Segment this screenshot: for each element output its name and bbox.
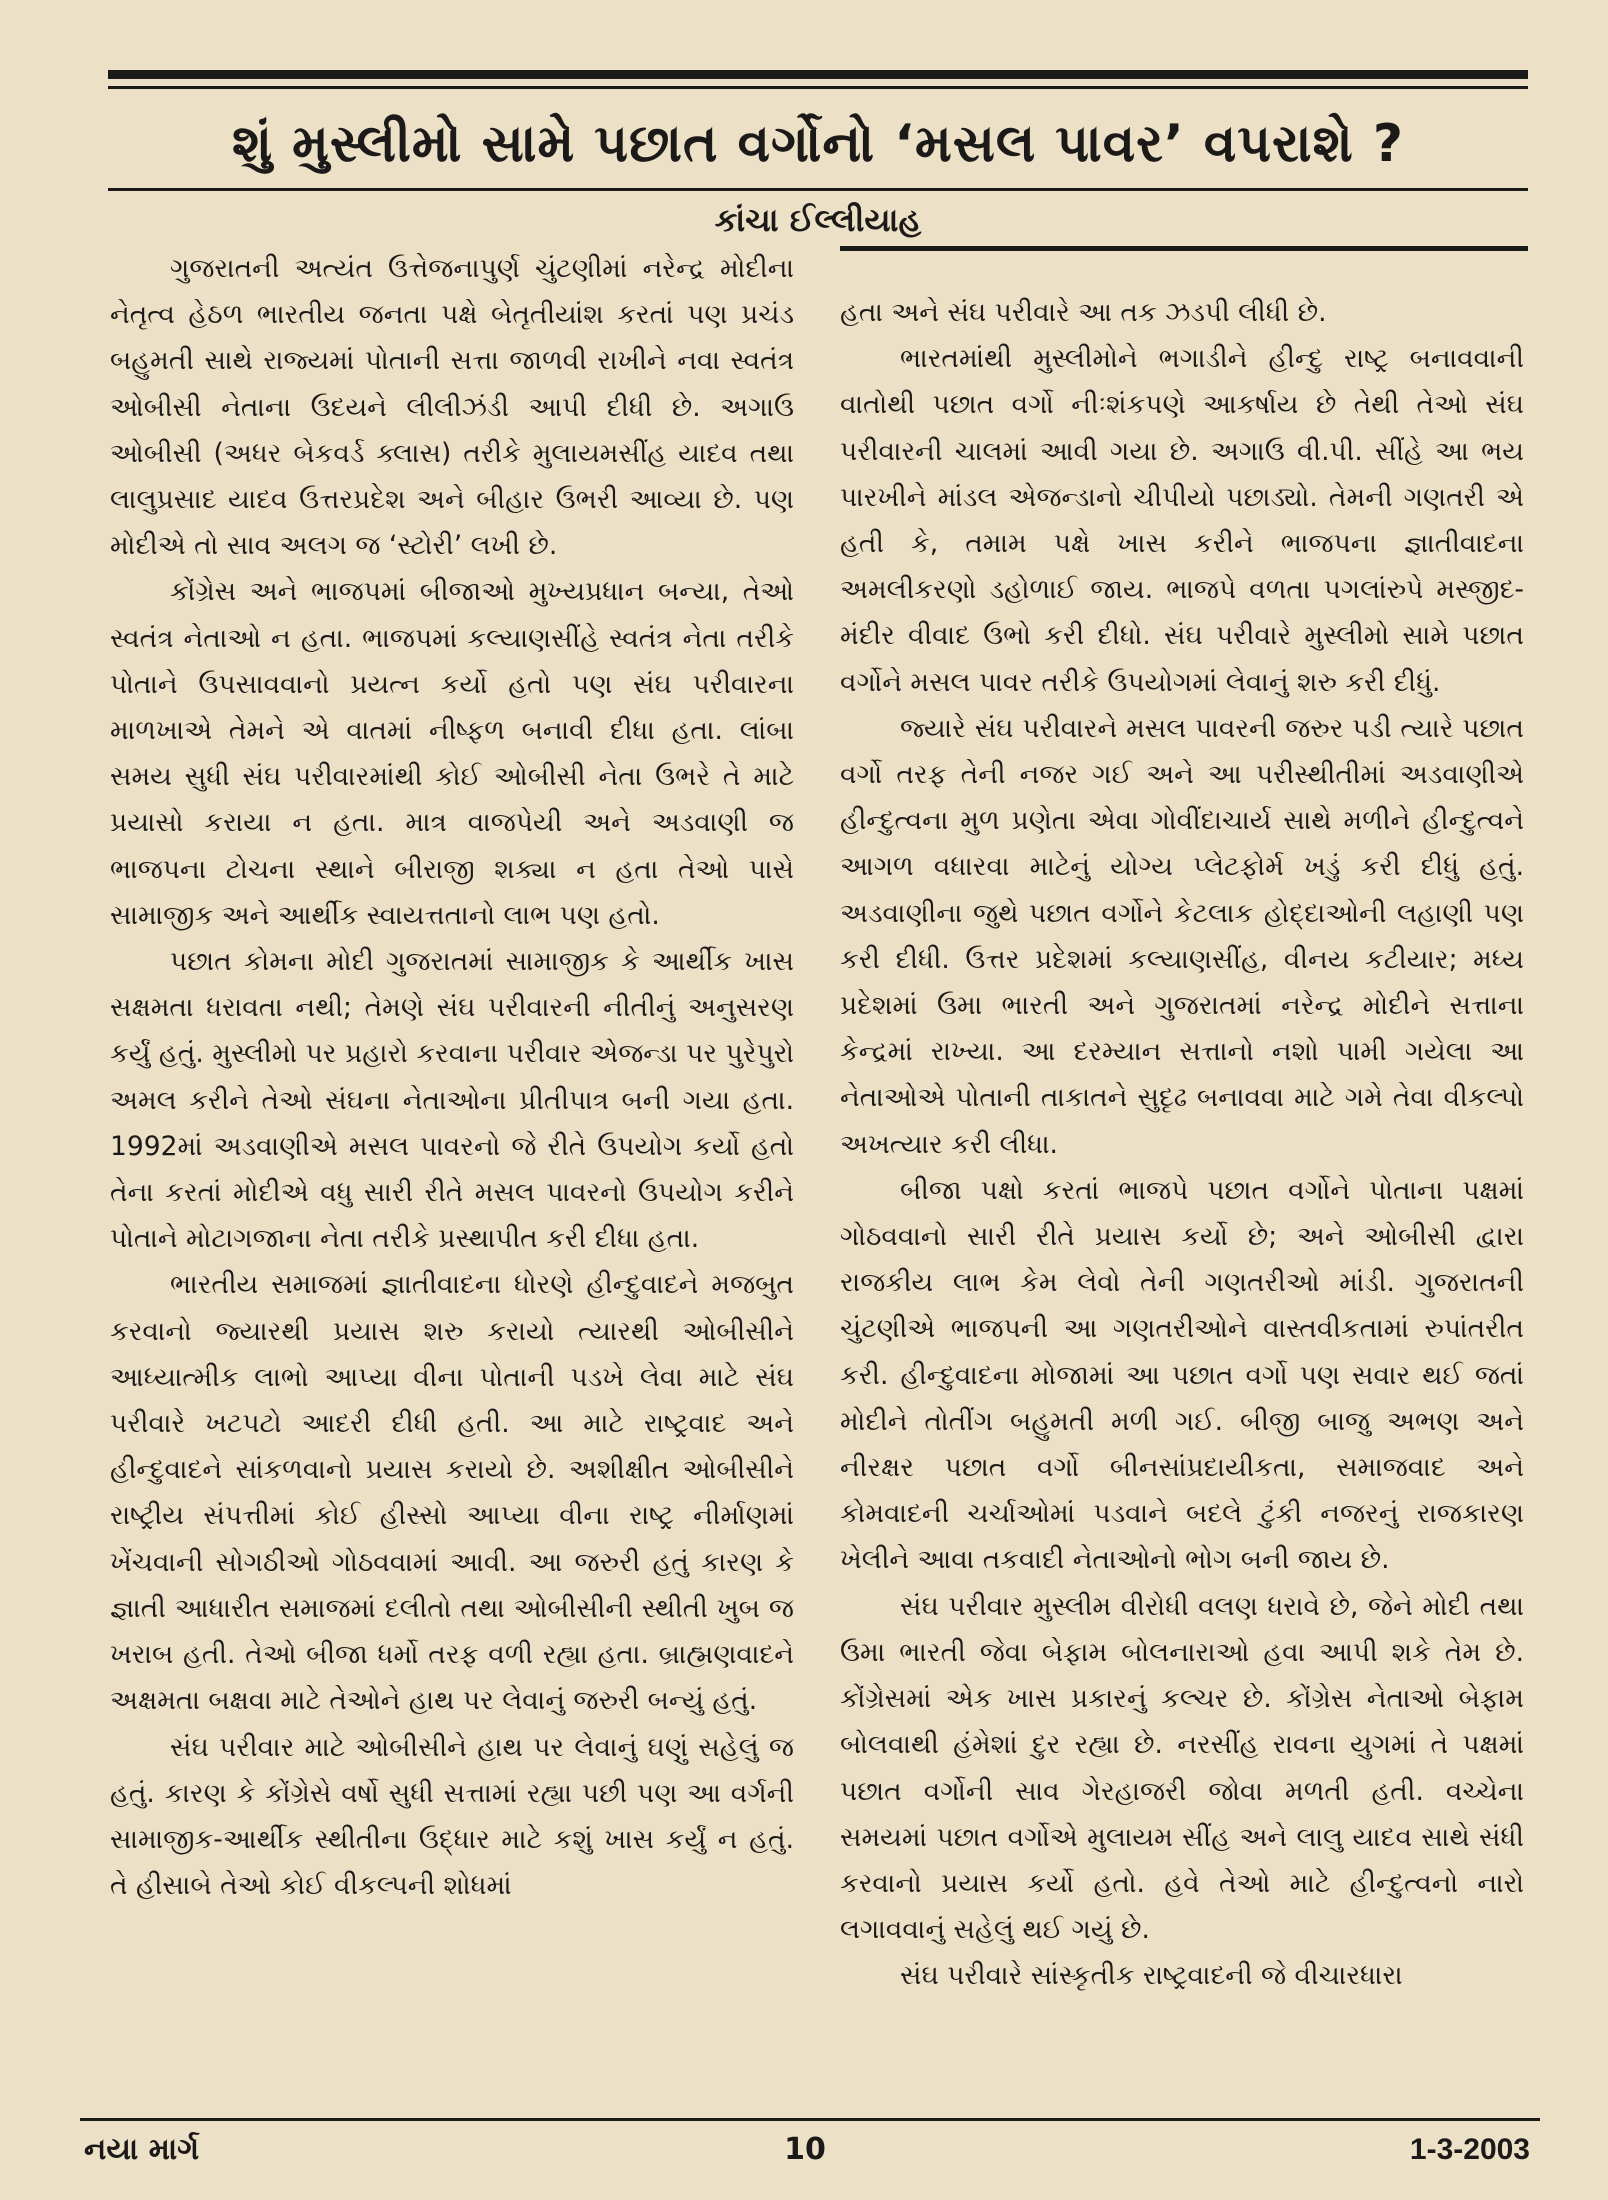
paragraph: જ્યારે સંઘ પરીવારને મસલ પાવરની જરુર પડી ત્યારે પછાત વર્ગો તરફ તેની નજર ગઈ અને આ પરીસ્થીતીમાં અડવાણીએ હીન્દુત્વના મુળ પ્રણેતા એવા ગોવીંદાચાર્ય સાથે મળીને હીન્દુત્વને આગળ વધારવા માટેનું યોગ્ય પ્લેટફોર્મ ખડું કરી દીધું હતું. અડવાણીના જુથે પછાત વર્ગોને કેટલાક હોદ્દાઓની લહાણી પણ કરી દીધી. ઉત્તર પ્રદેશમાં કલ્યાણસીંહ, વીનય કટીયાર; મધ્ય પ્રદેશમાં ઉમા ભારતી અને ગુજરાતમાં નરેન્દ્ર મોદીને સત્તાના કેન્દ્રમાં રાખ્યા. આ દરમ્યાન સત્તાનો નશો પામી ગયેલા આ નેતાઓએ પોતાની તાકાતને સુદૃઢ બનાવવા માટે ગમે તેવા વીકલ્પો અખત્યાર કરી લીધા. — [840, 712, 1524, 1160]
article-column-left — [110, 246, 794, 2076]
top-rule-thin — [108, 86, 1528, 89]
footer-page-number: 10 — [784, 2132, 826, 2167]
paragraph: સંઘ પરીવાર મુસ્લીમ વીરોધી વલણ ધરાવે છે, જેને મોદી તથા ઉમા ભારતી જેવા બેફામ બોલનારાઓ હવા આપી શકે તેમ છે. કોંગ્રેસમાં એક ખાસ પ્રકારનું કલ્ચર છે. કોંગ્રેસ નેતાઓ બેફામ બોલવાથી હંમેશાં દુર રહ્યા છે. નરસીંહ રાવના યુગમાં તે પક્ષમાં પછાત વર્ગોની સાવ ગેરહાજરી જોવા મળતી હતી. વચ્ચેના સમયમાં પછાત વર્ગોએ મુલાયમ સીંહ અને લાલુ યાદવ સાથે સંધી કરવાનો પ્રયાસ કર્યો હતો. હવે તેઓ માટે હીન્દુત્વનો નારો લગાવવાનું સહેલું થઈ ગયું છે. — [840, 1590, 1524, 1946]
paragraph: સંઘ પરીવાર માટે ઓબીસીને હાથ પર લેવાનું ઘણું સહેલું જ હતું. કારણ કે કોંગ્રેસે વર્ષો સુધી સત્તામાં રહ્યા પછી પણ આ વર્ગની સામાજીક-આર્થીક સ્થીતીના ઉદ્ધાર માટે કશું ખાસ કર્યું ન હતું. તે હીસાબે તેઓ કોઈ વીકલ્પની શોધમાં — [110, 1731, 794, 1902]
footer-date: 1-3-2003 — [1409, 2133, 1530, 2166]
article-author: કાંચા ઈલ્લીયાહ — [714, 201, 922, 239]
paragraph: ભારતીય સમાજમાં જ્ઞાતીવાદના ધોરણે હીન્દુવાદને મજબુત કરવાનો જ્યારથી પ્રયાસ શરુ કરાયો ત્યારથી ઓબીસીને આધ્યાત્મીક લાભો આપ્યા વીના પોતાની પડખે લેવા માટે સંઘ પરીવારે ખટપટો આદરી દીધી હતી. આ માટે રાષ્ટ્રવાદ અને હીન્દુવાદને સાંકળવાનો પ્રયાસ કરાયો છે. અશીક્ષીત ઓબીસીને રાષ્ટ્રીય સંપત્તીમાં કોઈ હીસ્સો આપ્યા વીના રાષ્ટ્ર નીર્માણમાં ખેંચવાની સોગઠીઓ ગોઠવવામાં આવી. આ જરુરી હતું કારણ કે જ્ઞાતી આધારીત સમાજમાં દલીતો તથા ઓબીસીની સ્થીતી ખુબ જ ખરાબ હતી. તેઓ બીજા ધર્મો તરફ વળી રહ્યા હતા. બ્રાહ્મણવાદને અક્ષમતા બક્ષવા માટે તેઓને હાથ પર લેવાનું જરુરી બન્યું હતું. — [110, 1269, 794, 1717]
footer-rule — [80, 2118, 1540, 2121]
paragraph: ભારતમાંથી મુસ્લીમોને ભગાડીને હીન્દુ રાષ્ટ્ર બનાવવાની વાતોથી પછાત વર્ગો નીઃશંકપણે આકર્ષાય છે તેથી તેઓ સંઘ પરીવારની ચાલમાં આવી ગયા છે. અગાઉ વી.પી. સીંહે આ ભય પારખીને માંડલ એજન્ડાનો ચીપીયો પછાડ્યો. તેમની ગણતરી એ હતી કે, તમામ પક્ષે ખાસ કરીને ભાજપના જ્ઞાતીવાદના અમલીકરણો ડહોળાઈ જાય. ભાજપે વળતા પગલાંરુપે મસ્જીદ-મંદીર વીવાદ ઉભો કરી દીધો. સંઘ પરીવારે મુસ્લીમો સામે પછાત વર્ગોને મસલ પાવર તરીકે ઉપયોગમાં લેવાનું શરુ કરી દીધું. — [840, 343, 1524, 698]
paragraph: ગુજરાતની અત્યંત ઉત્તેજનાપુર્ણ ચુંટણીમાં નરેન્દ્ર મોદીના નેતૃત્વ હેઠળ ભારતીય જનતા પક્ષે બેતૃતીયાંશ કરતાં પણ પ્રચંડ બહુમતી સાથે રાજ્યમાં પોતાની સત્તા જાળવી રાખીને નવા સ્વતંત્ર ઓબીસી નેતાના ઉદયને લીલીઝંડી આપી દીધી છે. અગાઉ ઓબીસી (અધર બેકવર્ડ ક્લાસ) તરીકે મુલાયમસીંહ યાદવ તથા લાલુપ્રસાદ યાદવ ઉત્તરપ્રદેશ અને બીહાર ઉભરી આવ્યા છે. પણ મોદીએ તો સાવ અલગ જ ‘સ્ટોરી’ લખી છે. — [110, 253, 794, 562]
paragraph: બીજા પક્ષો કરતાં ભાજપે પછાત વર્ગોને પોતાના પક્ષમાં ગોઠવવાનો સારી રીતે પ્રયાસ કર્યો છે; અને ઓબીસી દ્વારા રાજકીય લાભ કેમ લેવો તેની ગણતરીઓ માંડી. ગુજરાતની ચુંટણીએ ભાજપની આ ગણતરીઓને વાસ્તવીકતામાં રુપાંતરીત કરી. હીન્દુવાદના મોજામાં આ પછાત વર્ગો પણ સવાર થઈ જતાં મોદીને તોતીંગ બહુમતી મળી ગઈ. બીજી બાજુ અભણ અને નીરક્ષર પછાત વર્ગો બીનસાંપ્રદાયીકતા, સમાજવાદ અને કોમવાદની ચર્ચાઓમાં પડવાને બદલે ટુંકી નજરનું રાજકારણ ખેલીને આવા તકવાદી નેતાઓનો ભોગ બની જાય છે. — [840, 1174, 1524, 1576]
byline-rule — [840, 246, 1528, 251]
footer-publication: નયા માર્ગ — [84, 2132, 200, 2167]
headline-rule — [108, 188, 1528, 191]
top-rule-thick — [108, 70, 1528, 79]
paragraph: હતા અને સંઘ પરીવારે આ તક ઝડપી લીધી છે. — [840, 297, 1327, 328]
article-column-right — [840, 290, 1524, 2080]
paragraph: કોંગ્રેસ અને ભાજપમાં બીજાઓ મુખ્યપ્રધાન બન્યા, તેઓ સ્વતંત્ર નેતાઓ ન હતા. ભાજપમાં કલ્યાણસીંહે સ્વતંત્ર નેતા તરીકે પોતાને ઉપસાવવાનો પ્રયત્ન કર્યો હતો પણ સંઘ પરીવારના માળખાએ તેમને એ વાતમાં નીષ્ફળ બનાવી દીધા હતા. લાંબા સમય સુધી સંઘ પરીવારમાંથી કોઈ ઓબીસી નેતા ઉભરે તે માટે પ્રયાસો કરાયા ન હતા. માત્ર વાજપેયી અને અડવાણી જ ભાજપના ટોચના સ્થાને બીરાજી શક્યા ન હતા તેઓ પાસે સામાજીક અને આર્થીક સ્વાયત્તતાનો લાભ પણ હતો. — [110, 576, 794, 931]
article-headline: શું મુસ્લીમો સામે પછાત વર્ગોનો ‘મસલ પાવર’ વપરાશે ? — [231, 114, 1405, 174]
paragraph: સંઘ પરીવારે સાંસ્કૃતીક રાષ્ટ્રવાદની જે વીચારધારા — [900, 1960, 1403, 1992]
paragraph: પછાત કોમના મોદી ગુજરાતમાં સામાજીક કે આર્થીક ખાસ સક્ષમતા ધરાવતા નથી; તેમણે સંઘ પરીવારની નીતીનું અનુસરણ કર્યું હતું. મુસ્લીમો પર પ્રહારો કરવાના પરીવાર એજન્ડા પર પુરેપુરો અમલ કરીને તેઓ સંઘના નેતાઓના પ્રીતીપાત્ર બની ગયા હતા. 1992માં અડવાણીએ મસલ પાવરનો જે રીતે ઉપયોગ કર્યો હતો તેના કરતાં મોદીએ વધુ સારી રીતે મસલ પાવરનો ઉપયોગ કરીને પોતાને મોટાગજાના નેતા તરીકે પ્રસ્થાપીત કરી દીધા હતા. — [110, 946, 794, 1255]
